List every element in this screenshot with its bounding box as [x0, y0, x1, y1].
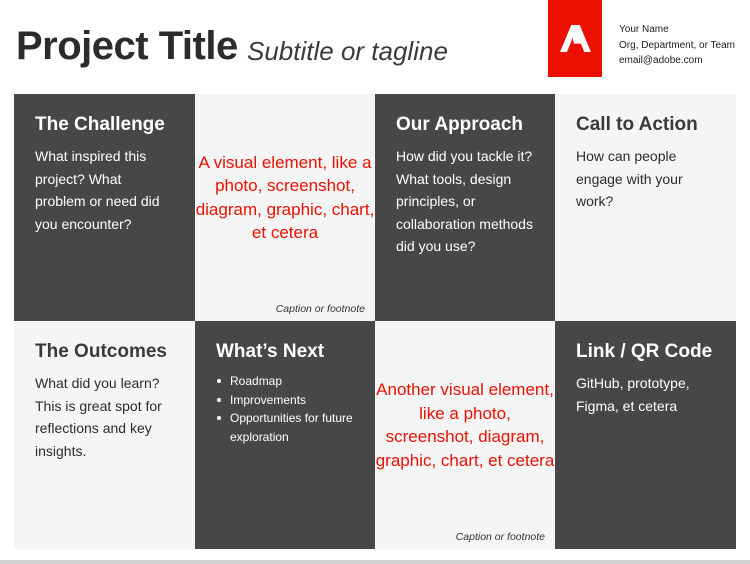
contact-email: email@adobe.com — [619, 55, 703, 66]
bottom-divider — [0, 560, 750, 564]
challenge-body: What inspired this project? What problem or need did you encounter? — [35, 148, 160, 232]
list-item — [216, 409, 355, 446]
cta-heading: Call to Action — [576, 114, 698, 135]
link-panel — [555, 321, 736, 549]
visual-caption-1: Caption or footnote — [275, 303, 365, 315]
adobe-logo-icon — [548, 0, 602, 77]
poster-grid — [14, 94, 736, 549]
bullet-icon — [217, 398, 221, 402]
visual-placeholder-1 — [195, 94, 375, 321]
outcomes-panel — [14, 321, 195, 549]
list-item — [216, 391, 355, 410]
visual-caption-2: Caption or footnote — [455, 531, 545, 543]
visual-placeholder-2-text: Another visual element, like a photo, screenshot, diagram, graphic, chart, et cetera — [375, 380, 555, 470]
outcomes-body: What did you learn? This is great spot for reflections and key insights. — [35, 375, 162, 459]
page-title: Project Title — [16, 24, 238, 68]
adobe-logo-glyph — [560, 25, 591, 52]
approach-heading: Our Approach — [396, 114, 524, 135]
link-heading: Link / QR Code — [576, 341, 713, 362]
approach-body: How did you tackle it? What tools, design principles, or collaboration methods did you use? — [396, 148, 533, 254]
contact-name: Your Name — [619, 24, 669, 35]
cta-panel — [555, 94, 736, 321]
contact-org: Org, Department, or Team — [619, 39, 735, 51]
bullet-icon — [217, 379, 221, 383]
visual-placeholder-1-text: A visual element, like a photo, screenshot, diagram, graphic, chart, et cetera — [195, 152, 375, 242]
link-body: GitHub, prototype, Figma, et cetera — [576, 375, 690, 414]
outcomes-heading: The Outcomes — [35, 341, 167, 362]
bullet-icon — [217, 416, 221, 420]
challenge-panel — [14, 94, 195, 321]
approach-panel — [375, 94, 555, 321]
list-item — [216, 372, 355, 391]
next-panel — [195, 321, 375, 549]
bullet-text: Improvements — [230, 392, 307, 407]
contact-info — [619, 22, 735, 69]
visual-placeholder-2 — [375, 321, 555, 549]
next-bullet-list — [216, 372, 355, 446]
header — [0, 0, 750, 94]
page-subtitle: Subtitle or tagline — [247, 36, 448, 66]
challenge-heading: The Challenge — [35, 114, 165, 135]
bullet-text: Opportunities for future exploration — [230, 411, 353, 444]
next-heading: What’s Next — [216, 341, 325, 362]
bullet-text: Roadmap — [230, 374, 283, 388]
cta-body: How can people engage with your work? — [576, 148, 683, 209]
